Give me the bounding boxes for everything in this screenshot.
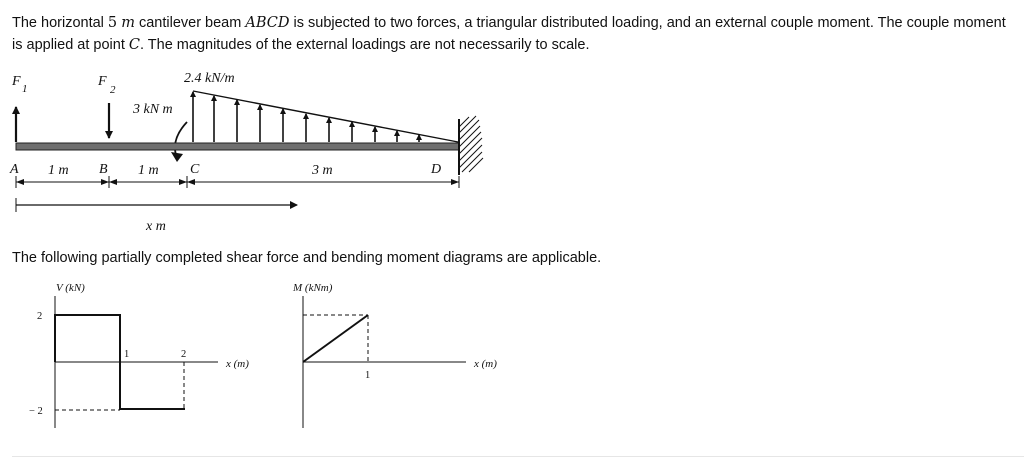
f1-subscript: 1 xyxy=(22,83,28,95)
text-fragment: The horizontal xyxy=(12,15,108,31)
shear-x-tick-1: 1 xyxy=(124,349,130,360)
point-b-label: B xyxy=(99,162,108,177)
span-bc-label: 1 m xyxy=(138,163,159,178)
couple-moment-label: 3 kN m xyxy=(133,102,173,117)
point-name: C xyxy=(128,37,140,53)
fixed-support-hatch xyxy=(459,116,483,172)
couple-arrowhead xyxy=(171,152,183,162)
moment-x-axis-label: x (m) xyxy=(474,358,497,370)
couple-arc xyxy=(175,122,187,158)
span-ab-label: 1 m xyxy=(48,163,69,178)
point-d-label: D xyxy=(431,162,442,177)
moment-y-axis-label: M (kNm) xyxy=(293,282,333,294)
beam-length-value: 5 xyxy=(107,15,118,31)
text-fragment: . The magnitudes of the external loadings are not necessarily to scale. xyxy=(140,37,590,53)
dimension-line xyxy=(16,176,459,188)
beam xyxy=(16,143,459,150)
distributed-load-label: 2.4 kN/m xyxy=(184,71,235,86)
diagrams-intro: The following partially completed shear force and bending moment diagrams are applicable. xyxy=(12,250,602,266)
beam-length-unit: m xyxy=(121,15,135,31)
shear-diagram xyxy=(29,282,249,428)
shear-x-axis-label: x (m) xyxy=(226,358,249,370)
moment-x-tick-1: 1 xyxy=(365,370,371,381)
moment-series-line xyxy=(303,315,368,362)
load-envelope xyxy=(193,91,458,142)
moment-diagram xyxy=(292,282,497,428)
shear-y-axis-label: V (kN) xyxy=(56,282,85,294)
shear-y-tick-bottom: − 2 xyxy=(29,406,43,417)
span-cd-label: 3 m xyxy=(312,163,333,178)
shear-y-tick-top: 2 xyxy=(37,311,43,322)
point-a-label: A xyxy=(10,162,19,177)
beam-name: ABCD xyxy=(245,15,290,31)
x-position-label: x m xyxy=(146,219,166,234)
text-fragment: is subjected to two forces, a triangular distributed loading, and an external couple moment. The couple moment is applied at point xyxy=(12,15,1006,53)
f1-label: F xyxy=(12,74,21,89)
f2-label: F xyxy=(98,74,107,89)
point-c-label: C xyxy=(190,162,200,177)
f2-subscript: 2 xyxy=(110,84,116,96)
shear-x-tick-2: 2 xyxy=(181,349,187,360)
text-fragment: cantilever beam xyxy=(134,15,246,31)
distributed-load-arrows xyxy=(193,92,419,142)
divider xyxy=(12,456,1024,457)
